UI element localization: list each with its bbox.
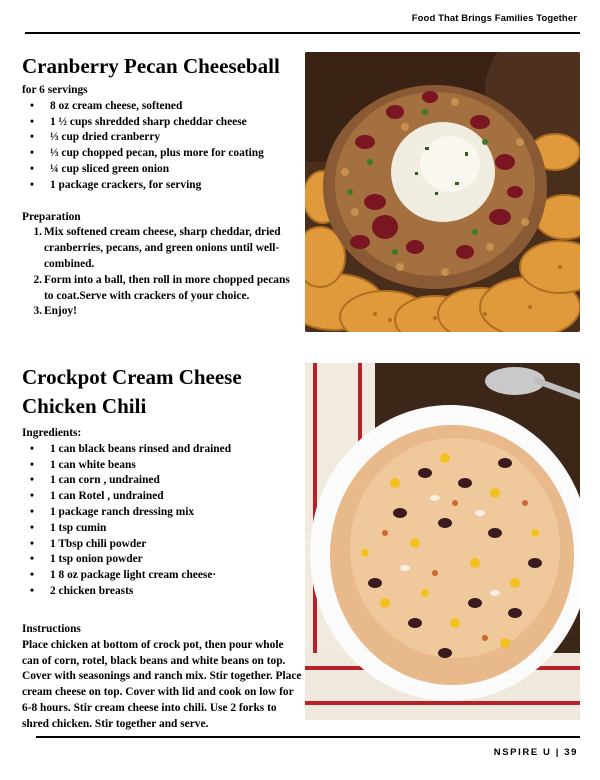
cheeseball-photo <box>305 52 580 332</box>
recipe2-ingredient-list <box>22 442 300 600</box>
step-number: 1. <box>33 226 42 239</box>
list-item: • 1 ½ cups shredded sharp cheddar cheese <box>30 115 300 131</box>
list-item <box>24 225 300 272</box>
list-item: • 1 package ranch dressing mix <box>30 505 300 521</box>
recipe2-title-line1: Crockpot Cream Cheese <box>22 365 242 389</box>
chili-image <box>305 363 580 720</box>
recipe2-body <box>22 426 300 600</box>
list-item: • ¼ cup sliced green onion <box>30 162 300 178</box>
recipe2-ingredients-heading: Ingredients: <box>22 427 82 439</box>
recipe2-instructions-block <box>22 622 302 733</box>
header-divider <box>25 32 580 34</box>
recipe1-ingredient-list <box>22 99 300 194</box>
list-item: • 1 tsp onion powder <box>30 552 300 568</box>
recipe1-body <box>22 83 300 320</box>
list-item: • ⅓ cup dried cranberry <box>30 130 300 146</box>
recipe1-title: Cranberry Pecan Cheeseball <box>22 54 280 78</box>
list-item: • 1 can black beans rinsed and drained <box>30 442 300 458</box>
recipe1-preparation-heading: Preparation <box>22 210 81 223</box>
list-item: • 1 tsp cumin <box>30 521 300 537</box>
page-number: 39 <box>564 747 578 758</box>
footer-separator: | <box>555 747 560 758</box>
list-item: • 1 Tbsp chili powder <box>30 537 300 553</box>
list-item: • 8 oz cream cheese, softened <box>30 99 300 115</box>
list-item: • 1 can corn , undrained <box>30 473 300 489</box>
step-text: Enjoy! <box>44 305 77 318</box>
recipe2-instructions-heading: Instructions <box>22 623 81 635</box>
publication-name: NSPIRE U <box>493 747 552 758</box>
header-tagline: Food That Brings Families Together <box>411 13 577 24</box>
step-number: 3. <box>33 305 42 318</box>
list-item: • 1 8 oz package light cream cheese· <box>30 568 300 584</box>
step-text: Mix softened cream cheese, sharp cheddar, dried cranberries, pecans, and green onions until well-combined. <box>44 226 281 270</box>
chili-photo <box>305 363 580 720</box>
step-text: Form into a ball, then roll in more chopped pecans to coat.Serve with crackers of your choice. <box>44 273 290 302</box>
list-item <box>24 273 300 305</box>
cheeseball-image <box>305 52 580 332</box>
recipe1-servings: for 6 servings <box>22 84 88 96</box>
recipe2-instructions-text: Place chicken at bottom of crock pot, then pour whole can of corn, rotel, black beans and white beans on top. Cover with seasonings and ranch mix. Stir together. Place cream cheese on top. Cover with lid and cook on low for 6-8 hours. Stir cream cheese into chili. Use 2 forks to shred chicken. Stir together and serve. <box>22 638 302 730</box>
page-footer <box>494 747 578 758</box>
recipe2-title-line2: Chicken Chili <box>22 394 147 418</box>
list-item: • 2 chicken breasts <box>30 584 300 600</box>
list-item: • 1 can Rotel , undrained <box>30 489 300 505</box>
list-item <box>24 304 300 320</box>
list-item: • 1 can white beans <box>30 458 300 474</box>
list-item: • ⅓ cup chopped pecan, plus more for coating <box>30 146 300 162</box>
list-item: • 1 package crackers, for serving <box>30 178 300 194</box>
recipe1-step-list <box>22 225 300 320</box>
footer-divider <box>36 736 580 738</box>
recipe2-title <box>22 363 242 421</box>
step-number: 2. <box>33 273 42 286</box>
